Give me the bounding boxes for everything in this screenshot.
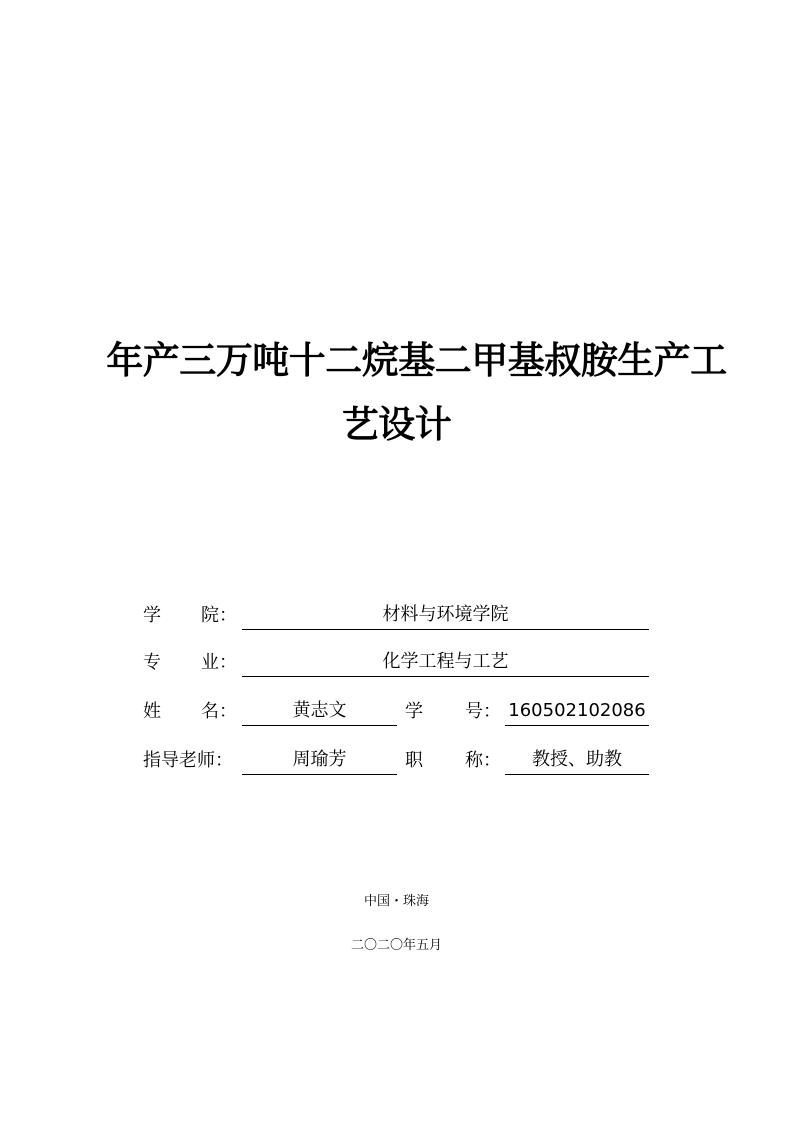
student-id-label-char-2: 号： (465, 701, 501, 722)
major-value: 化学工程与工艺 (242, 648, 649, 677)
college-label-char-1: 学 (143, 605, 161, 626)
rank-value: 教授、助教 (505, 746, 649, 775)
major-row (0, 648, 793, 678)
major-label-char-1: 专 (143, 652, 161, 673)
major-label-char-2: 业： (201, 652, 237, 673)
student-id-label-char-1: 学 (405, 701, 423, 722)
college-row (0, 601, 793, 631)
advisor-label: 指导老师： (143, 750, 233, 771)
advisor-value: 周瑜芳 (242, 746, 397, 775)
college-label-char-2: 院： (201, 605, 237, 626)
thesis-title-line-1: 年产三万吨十二烷基二甲基叔胺生产工 (106, 339, 727, 382)
thesis-title-line-2: 艺设计 (341, 403, 452, 446)
name-value: 黄志文 (242, 697, 397, 726)
name-label-char-1: 姓 (143, 701, 161, 722)
rank-label-char-2: 称： (465, 750, 501, 771)
name-row (0, 697, 793, 727)
date-text: 二〇二〇年五月 (350, 938, 442, 953)
college-value: 材料与环境学院 (242, 601, 649, 630)
name-label-char-2: 名： (201, 701, 237, 722)
rank-label-char-1: 职 (405, 750, 423, 771)
student-id-value: 160502102086 (505, 697, 649, 726)
location-text: 中国・珠海 (363, 894, 429, 909)
advisor-row (0, 746, 793, 776)
